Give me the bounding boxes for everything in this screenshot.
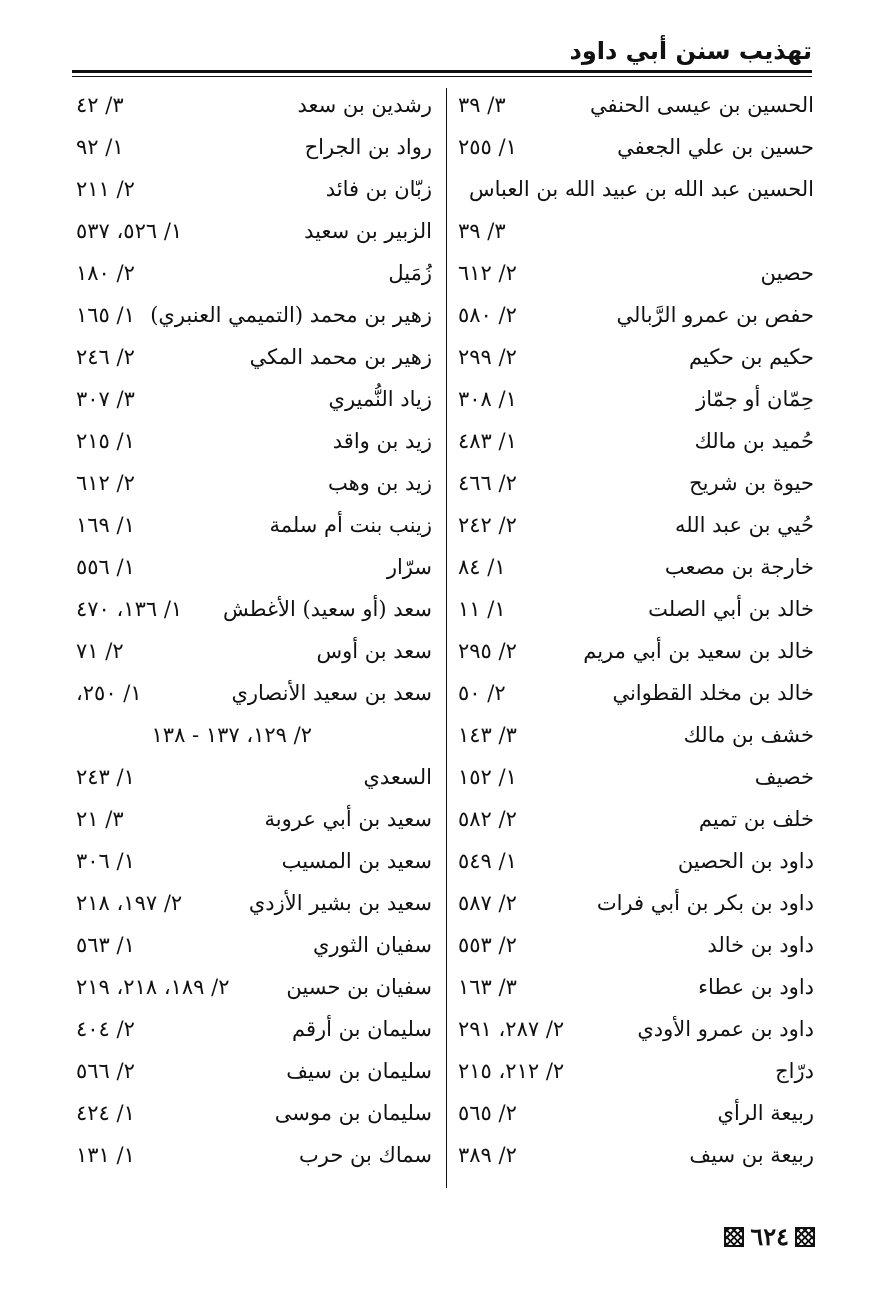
index-entry xyxy=(458,1134,814,1176)
index-entry xyxy=(458,1008,814,1050)
entry-reference: ٢/ ٤٠٤ xyxy=(76,1017,135,1041)
entry-reference: ١/ ٥٥٦ xyxy=(76,555,135,579)
entry-name: رشدين بن سعد xyxy=(297,93,432,117)
index-entry xyxy=(458,630,814,672)
entry-reference: ١/ ٢٥٥ xyxy=(458,135,517,159)
index-entry xyxy=(76,1008,432,1050)
entry-name: سليمان بن موسى xyxy=(274,1101,432,1125)
entry-reference: ٢/ ٢٩٥ xyxy=(458,639,517,663)
entry-name: سرّار xyxy=(386,555,432,579)
entry-reference: ١/ ٤٢٤ xyxy=(76,1101,135,1125)
left-column xyxy=(76,84,432,1176)
entry-reference: ٢/ ٢٤٢ xyxy=(458,513,517,537)
entry-name: داود بن الحصين xyxy=(677,849,814,873)
entry-name: خصيف xyxy=(754,765,814,789)
entry-name: سعيد بن المسيب xyxy=(281,849,432,873)
index-entry xyxy=(458,546,814,588)
entry-reference: ٢/ ١٨٩، ٢١٨، ٢١٩ xyxy=(76,975,230,999)
index-entry xyxy=(76,210,432,252)
entry-name: داود بن خالد xyxy=(707,933,814,957)
entry-name: الزبير بن سعيد xyxy=(304,219,432,243)
entry-reference: ٣/ ١٤٣ xyxy=(458,723,517,747)
entry-name: داود بن بكر بن أبي فرات xyxy=(596,891,814,915)
index-entry xyxy=(76,840,432,882)
entry-name: حيوة بن شريح xyxy=(689,471,814,495)
entry-reference: ٢/ ٥٥٣ xyxy=(458,933,517,957)
entry-name: ربيعة بن سيف xyxy=(689,1143,814,1167)
entry-name: داود بن عمرو الأودي xyxy=(637,1017,814,1041)
ornament-icon xyxy=(724,1227,744,1247)
entry-name: سفيان الثوري xyxy=(312,933,432,957)
entry-reference: ١/ ١٣٦، ٤٧٠ xyxy=(76,597,183,621)
index-entry xyxy=(458,84,814,126)
entry-name: حسين بن علي الجعفي xyxy=(617,135,814,159)
entry-name: حصين xyxy=(760,261,814,285)
entry-reference: ١/ ٤٨٣ xyxy=(458,429,517,453)
entry-name: خالد بن مخلد القطواني xyxy=(612,681,814,705)
index-entry xyxy=(458,966,814,1008)
page-number: ٦٢٤ xyxy=(750,1222,789,1251)
entry-name: حِمّان أو جمّاز xyxy=(696,387,814,411)
right-column xyxy=(458,84,814,1176)
index-entry xyxy=(76,1050,432,1092)
entry-name: خلف بن تميم xyxy=(698,807,814,831)
index-entry xyxy=(458,882,814,924)
index-entry xyxy=(76,252,432,294)
entry-reference: ٢/ ٣٨٩ xyxy=(458,1143,517,1167)
entry-name: حُميد بن مالك xyxy=(694,429,814,453)
index-entry xyxy=(458,504,814,546)
entry-name: زيد بن واقد xyxy=(332,429,432,453)
index-entry xyxy=(76,546,432,588)
entry-name: الحسين عبد الله بن عبيد الله بن العباس xyxy=(469,177,814,201)
entry-name: حفص بن عمرو الرَّبالي xyxy=(616,303,814,327)
index-entry xyxy=(458,378,814,420)
index-entry xyxy=(76,420,432,462)
index-entry xyxy=(76,882,432,924)
index-entry xyxy=(458,1092,814,1134)
entry-reference: ٢/ ٤٦٦ xyxy=(458,471,517,495)
index-entry xyxy=(76,168,432,210)
index-entry xyxy=(458,840,814,882)
entry-reference: ١/ ٣٠٨ xyxy=(458,387,517,411)
entry-reference: ٢/ ٦١٢ xyxy=(76,471,135,495)
entry-name: زياد النُّميري xyxy=(328,387,432,411)
entry-reference: ٣/ ٢١ xyxy=(76,807,124,831)
index-entry xyxy=(458,672,814,714)
entry-name: سعيد بن أبي عروبة xyxy=(264,807,432,831)
entry-reference: ٣/ ٤٢ xyxy=(76,93,124,117)
entry-reference: ١/ ٣٠٦ xyxy=(76,849,135,873)
entry-name: الحسين بن عيسى الحنفي xyxy=(589,93,814,117)
entry-reference: ١/ ٨٤ xyxy=(458,555,506,579)
entry-name: سعيد بن بشير الأزدي xyxy=(248,891,432,915)
entry-reference: ١/ ٥٤٩ xyxy=(458,849,517,873)
header-rule-thick xyxy=(72,70,812,73)
index-entry xyxy=(458,588,814,630)
column-divider xyxy=(446,88,447,1188)
entry-reference: ٢/ ٢٤٦ xyxy=(76,345,135,369)
index-entry xyxy=(76,1092,432,1134)
header-rule-thin xyxy=(72,76,812,77)
page-footer xyxy=(705,1220,815,1254)
index-entry xyxy=(458,462,814,504)
index-entry xyxy=(76,672,432,714)
index-entry xyxy=(458,294,814,336)
entry-reference: ٢/ ٢٩٩ xyxy=(458,345,517,369)
entry-reference: ٢/ ٦١٢ xyxy=(458,261,517,285)
entry-reference: ٢/ ٥٨٢ xyxy=(458,807,517,831)
entry-reference: ١/ ٥٦٣ xyxy=(76,933,135,957)
entry-name: سماك بن حرب xyxy=(299,1143,432,1167)
entry-reference: ٢/ ٢١٢، ٢١٥ xyxy=(458,1059,565,1083)
entry-name: زينب بنت أم سلمة xyxy=(269,513,432,537)
entry-reference: ٢/ ٢١١ xyxy=(76,177,135,201)
index-entry xyxy=(458,924,814,966)
entry-reference: ١/ ١٣١ xyxy=(76,1143,135,1167)
entry-reference: ٢/ ٥٦٥ xyxy=(458,1101,517,1125)
entry-name: داود بن عطاء xyxy=(698,975,814,999)
index-entry xyxy=(458,210,814,252)
entry-name: خشف بن مالك xyxy=(683,723,814,747)
index-entry xyxy=(458,714,814,756)
entry-reference: ١/ ١٦٩ xyxy=(76,513,135,537)
index-entry xyxy=(76,924,432,966)
index-entry xyxy=(458,336,814,378)
index-entry xyxy=(76,378,432,420)
entry-name: السعدي xyxy=(363,765,432,789)
entry-reference: ٢/ ٥٦٦ xyxy=(76,1059,135,1083)
entry-name: سفيان بن حسين xyxy=(286,975,432,999)
index-entry xyxy=(76,504,432,546)
index-entry xyxy=(76,714,432,756)
index-entry xyxy=(458,1050,814,1092)
index-entry xyxy=(76,756,432,798)
entry-name: خالد بن أبي الصلت xyxy=(648,597,814,621)
index-entry xyxy=(458,798,814,840)
entry-name: سعد (أو سعيد) الأغطش xyxy=(222,597,432,621)
index-entry xyxy=(458,126,814,168)
book-title: تهذيب سنن أبي داود xyxy=(569,37,812,65)
entry-reference: ١/ ٢١٥ xyxy=(76,429,135,453)
entry-reference: ٢/ ١٢٩، ١٣٧ - ١٣٨ xyxy=(151,723,312,747)
index-entry xyxy=(76,294,432,336)
entry-reference: ٢/ ١٨٠ xyxy=(76,261,135,285)
entry-name: درّاج xyxy=(775,1059,814,1083)
entry-name: رواد بن الجراح xyxy=(304,135,432,159)
entry-name: زهير بن محمد (التميمي العنبري) xyxy=(150,303,432,327)
index-entry xyxy=(458,168,814,210)
entry-reference: ٢/ ١٩٧، ٢١٨ xyxy=(76,891,183,915)
entry-name: خالد بن سعيد بن أبي مريم xyxy=(583,639,814,663)
index-entry xyxy=(76,84,432,126)
entry-reference: ٢/ ٧١ xyxy=(76,639,124,663)
entry-reference: ١/ ٢٤٣ xyxy=(76,765,135,789)
entry-reference: ٢/ ٥٨٠ xyxy=(458,303,517,327)
entry-reference: ١/ ١٥٢ xyxy=(458,765,517,789)
entry-reference: ١/ ١١ xyxy=(458,597,506,621)
entry-reference: ٣/ ٣٩ xyxy=(458,219,506,243)
entry-reference: ٢/ ٥٠ xyxy=(458,681,506,705)
entry-reference: ٢/ ٢٨٧، ٢٩١ xyxy=(458,1017,565,1041)
entry-name: زيد بن وهب xyxy=(327,471,432,495)
index-entry xyxy=(76,336,432,378)
entry-name: زبّان بن فائد xyxy=(325,177,432,201)
index-entry xyxy=(76,630,432,672)
entry-name: سليمان بن أرقم xyxy=(291,1017,432,1041)
entry-reference: ٣/ ١٦٣ xyxy=(458,975,517,999)
entry-reference: ١/ ١٦٥ xyxy=(76,303,135,327)
entry-reference: ٣/ ٣٠٧ xyxy=(76,387,135,411)
index-entry xyxy=(76,798,432,840)
entry-reference: ٣/ ٣٩ xyxy=(458,93,506,117)
index-entry xyxy=(76,588,432,630)
index-entry xyxy=(76,462,432,504)
entry-name: زهير بن محمد المكي xyxy=(249,345,432,369)
index-entry xyxy=(458,756,814,798)
index-entry xyxy=(76,1134,432,1176)
ornament-icon xyxy=(795,1227,815,1247)
entry-name: حُيي بن عبد الله xyxy=(674,513,814,537)
index-entry xyxy=(76,966,432,1008)
page-header xyxy=(72,30,812,76)
entry-name: زُمَيل xyxy=(388,261,432,285)
entry-reference: ١/ ٩٢ xyxy=(76,135,124,159)
entry-name: سعد بن أوس xyxy=(316,639,432,663)
entry-name: خارجة بن مصعب xyxy=(664,555,814,579)
entry-reference: ١/ ٢٥٠، xyxy=(76,681,142,705)
entry-reference: ١/ ٥٢٦، ٥٣٧ xyxy=(76,219,183,243)
entry-name: ربيعة الرأي xyxy=(717,1101,814,1125)
index-entry xyxy=(76,126,432,168)
entry-name: سعد بن سعيد الأنصاري xyxy=(231,681,432,705)
entry-reference: ٢/ ٥٨٧ xyxy=(458,891,517,915)
entry-name: سليمان بن سيف xyxy=(286,1059,432,1083)
index-entry xyxy=(458,420,814,462)
entry-name: حكيم بن حكيم xyxy=(689,345,814,369)
index-entry xyxy=(458,252,814,294)
